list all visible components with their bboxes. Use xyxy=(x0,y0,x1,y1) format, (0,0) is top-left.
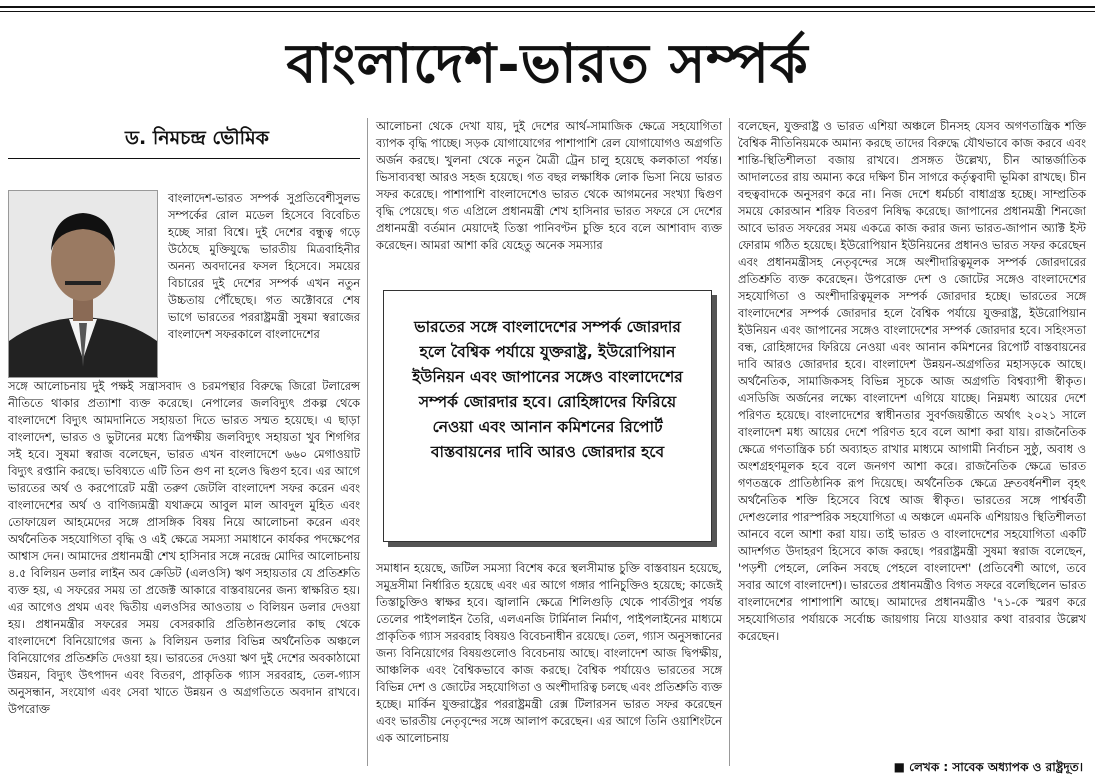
column-1-beside-photo xyxy=(168,190,360,343)
column-1-lower xyxy=(8,378,360,718)
byline-divider xyxy=(8,158,360,159)
author-photo xyxy=(8,190,158,378)
article-paragraph: সঙ্গে আলোচনায় দুই পক্ষই সন্ত্রাসবাদ ও চরমপন্থার বিরুদ্ধে জিরো টলারেন্স নীতিতে থাকার প্রত্যাশা ব্যক্ত করেছে। নেপালের জলবিদ্যুৎ প্রকল্প থেকে বাংলাদেশে বিদ্যুৎ আমদানিতে সহায়তা দিতে ভারত সম্মত হয়েছে। এ ছাড়া বাংলাদেশ, ভারত ও ভুটানের মধ্যে ত্রিপক্ষীয় জলবিদ্যুৎ সহায়তা খুব শিগগির সই হবে। সুষমা স্বরাজ বলেছেন, ভারত এখন বাংলাদেশে ৬৬০ মেগাওয়াট বিদ্যুৎ রপ্তানি করছে। ভবিষ্যতে এটি তিন গুণ না হলেও দ্বিগুণ হবে। এর আগে ভারতের অর্থ ও করপোরেট মন্ত্রী তরুণ জেটলি বাংলাদেশ সফর করেন এবং বাংলাদেশের অর্থ ও বাণিজ্যমন্ত্রী যথাক্রমে আবুল মাল আবদুল মুহিত এবং তোফায়েল আহমেদের সঙ্গে প্রাসঙ্গিক বিষয় নিয়ে আলোচনা করেন এবং অর্থনৈতিক সহযোগিতা বৃদ্ধি ও এই ক্ষেত্রে সমস্যা সমাধানে কার্যকর পদক্ষেপের আশ্বাস দেন। আমাদের প্রধানমন্ত্রী শেখ হাসিনার সঙ্গে নরেন্দ্র মোদির আলোচনায় ৪.৫ বিলিয়ন ডলার লাইন অব ক্রেডিট (এলওসি) ঋণ সহায়তার যে প্রতিশ্রুতি ব্যক্ত হয়, এ সফরের সময় তা প্রজেক্ট আকারে বাস্তবায়নের জন্য স্বাক্ষরিত হয়। এর আগেও প্রথম এবং দ্বিতীয় এলওসির আওতায় ৩ বিলিয়ন ডলার দেওয়া হয়। প্রধানমন্ত্রীর সফরের সময় বেসরকারি প্রতিষ্ঠানগুলোর কাছ থেকে বাংলাদেশে বিনিয়োগের জন্য ৯ বিলিয়ন ডলার বিভিন্ন অর্থনৈতিক অঞ্চলে বিনিয়োগের প্রতিশ্রুতি দেওয়া হয়। ভারতের দেওয়া ঋণ দুই দেশের অবকাঠামো উন্নয়ন, বিদ্যুৎ উৎপাদন এবং বিতরণ, প্রাকৃতিক গ্যাস সরবরাহ, তেল-গ্যাস অনুসন্ধান, সংযোগ এবং সেবা খাতে উন্নয়ন ও অগ্রগতিতে অবদান রাখবে। উপরোক্ত xyxy=(8,379,360,716)
article-paragraph: সমাধান হয়েছে, জটিল সমস্যা বিশেষ করে স্থলসীমান্ত চুক্তি বাস্তবায়ন হয়েছে, সমুদ্রসীমা নির্ধারিত হয়েছে এবং এর আগে গঙ্গার পানিচুক্তিও হয়েছে; কাজেই তিস্তাচুক্তিও স্বাক্ষর হবে। জ্বালানি ক্ষেত্রে শিলিগুড়ি থেকে পার্বতীপুর পর্যন্ত তেলের পাইপলাইন তৈরি, এলএনজি টার্মিনাল নির্মাণ, পাইপলাইনের মাধ্যমে প্রাকৃতিক গ্যাস সরবরাহ বিষয়ও বিবেচনাধীন রয়েছে। তেল, গ্যাস অনুসন্ধানের জন্য বিনিয়োগের বিষয়গুলোও বিবেচনায় আছে। বাংলাদেশ আজ দ্বিপক্ষীয়, আঞ্চলিক এবং বৈশ্বিকভাবে কাজ করছে। বৈশ্বিক পর্যায়েও ভারতের সঙ্গে বিভিন্ন দেশ ও জোটের সহযোগিতা ও অংশীদারিত্ব চলছে এবং প্রতিশ্রুতি ব্যক্ত হচ্ছে। মার্কিন যুক্তরাষ্ট্রের পররাষ্ট্রমন্ত্রী রেক্স টিলারসন ভারত সফর করেছেন এবং ভারতীয় নেতৃবৃন্দের সঙ্গে আলাপ করেছেন। এর আগে তিনি ওয়াশিংটনে এক আলোচনায় xyxy=(376,561,722,745)
footer-text: সাবেক অধ্যাপক ও রাষ্ট্রদূত। xyxy=(952,760,1083,774)
column-3 xyxy=(738,118,1086,645)
footer-label: লেখক : xyxy=(909,760,949,774)
footer-marker: ■ xyxy=(893,760,905,774)
pull-quote xyxy=(383,290,712,542)
pull-quote-text: ভারতের সঙ্গে বাংলাদেশের সম্পর্ক জোরদার হলে বৈশ্বিক পর্যায়ে যুক্তরাষ্ট্র, ইউরোপিয়ান ইউনিয়ন এবং জাপানের সঙ্গেও বাংলাদেশের সম্পর্ক জোরদার হবে। রোহিঙ্গাদের ফিরিয়ে নেওয়া এবং আনান কমিশনের রিপোর্ট বাস্তবায়নের দাবি আরও জোরদার হবে xyxy=(412,318,683,461)
top-rule xyxy=(0,6,1095,8)
article-paragraph: আলোচনা থেকে দেখা যায়, দুই দেশের আর্থ-সামাজিক ক্ষেত্রে সহযোগিতা ব্যাপক বৃদ্ধি পাচ্ছে। সড়ক যোগাযোগের পাশাপাশি রেল যোগাযোগও অগ্রগতি অর্জন করছে। খুলনা থেকে নতুন মৈত্রী ট্রেন চালু হয়েছে কলকাতা পর্যন্ত। ভিসাব্যবস্থা আরও সহজ হয়েছে। গত বছর লক্ষাধিক লোক ভিসা নিয়ে ভারত সফর করেছে। পাশাপাশি বাংলাদেশেও ভারত থেকে আগমনের সংখ্যা দ্বিগুণ বৃদ্ধি পেয়েছে। গত এপ্রিলে প্রধানমন্ত্রী শেখ হাসিনার ভারত সফরে সে দেশের প্রধানমন্ত্রী বর্তমান মেয়াদেই তিস্তা পানিবণ্টন চুক্তি হবে বলে আশাবাদ ব্যক্ত করেছেন। আমরা আশা করি যেহেতু অনেক সমস্যার xyxy=(376,119,722,252)
article-paragraph: বলেছেন, যুক্তরাষ্ট্র ও ভারত এশিয়া অঞ্চলে চীনসহ যেসব অগণতান্ত্রিক শক্তি বৈশ্বিক নীতিনিয়মকে অমান্য করছে তাদের বিরুদ্ধে যৌথভাবে কাজ করবে এবং শান্তি-স্থিতিশীলতা বজায় রাখবে। প্রসঙ্গত উল্লেখ্য, চীন আন্তর্জাতিক আদালতের রায় অমান্য করে দক্ষিণ চীন সাগরে কর্তৃত্ববাদী ভূমিকা রাখছে। চীন বহুত্ববাদকে অনুসরণ করে না। নিজ দেশে ধর্মচর্চা বাধাগ্রস্ত হচ্ছে। সাম্প্রতিক সময়ে কোরআন শরিফ বিতরণ নিষিদ্ধ করেছে। জাপানের প্রধানমন্ত্রী শিনজো আবে ভারত সফরের সময় একত্রে কাজ করার জন্য ভারত-জাপান অ্যাক্ট ইস্ট ফোরাম গঠিত হয়েছে। ইউরোপিয়ান ইউনিয়নের প্রধানও ভারত সফর করেছেন এবং প্রধানমন্ত্রীসহ নেতৃবৃন্দের সঙ্গে অংশীদারিত্বমূলক সম্পর্ক জোরদারের প্রতিশ্রুতি ব্যক্ত করেছেন। উপরোক্ত দেশ ও জোটের সঙ্গেও বাংলাদেশের সহযোগিতা ও অংশীদারিত্বমূলক সম্পর্ক জোরদার হচ্ছে। ভারতের সঙ্গে বাংলাদেশের সম্পর্ক জোরদার হলে বৈশ্বিক পর্যায়ে যুক্তরাষ্ট্র, ইউরোপিয়ান ইউনিয়ন এবং জাপানের সঙ্গেও বাংলাদেশের সম্পর্ক জোরদার হবে। সহিংসতা বন্ধ, রোহিঙ্গাদের ফিরিয়ে নেওয়া এবং আনান কমিশনের রিপোর্ট বাস্তবায়নের দাবি আরও জোরদার হবে। বাংলাদেশ উন্নয়ন-অগ্রগতির মহাসড়কে আছে। অর্থনৈতিক, সামাজিকসহ বিভিন্ন সূচকে আজ অগ্রগতি বিশ্বব্যাপী স্বীকৃত। এসডিজি অর্জনের লক্ষ্যে বাংলাদেশ এগিয়ে যাচ্ছে। নিম্নমধ্য আয়ের দেশে পরিণত হয়েছে। বাংলাদেশের স্বাধীনতার সুবর্ণজয়ন্তীতে অর্থাৎ ২০২১ সালে বাংলাদেশ মধ্য আয়ের দেশে পরিণত হবে বলে আশা করা যায়। রাজনৈতিক ক্ষেত্রে গণতান্ত্রিক চর্চা অব্যাহত রাখার মাধ্যমে আগামী নির্বাচন সুষ্ঠু, অবাধ ও অংশগ্রহণমূলক হবে বলে জনগণ আশা করে। রাজনৈতিক ক্ষেত্রে ভারত গণতন্ত্রকে প্রাতিষ্ঠানিক রূপ দিয়েছে। অর্থনৈতিক ক্ষেত্রে দ্রুতবর্ধনশীল বৃহৎ অর্থনৈতিক শক্তি হিসেবে বিশ্বে আজ স্বীকৃত। ভারতের সঙ্গে পার্শ্ববর্তী দেশগুলোর পারস্পরিক সহযোগিতা এ অঞ্চলে এমনকি এশিয়ায়ও স্থিতিশীলতা আনবে বলে আশা করা যায়। তাই ভারত ও বাংলাদেশের সহযোগিতা একটি আদর্শগত উদাহরণ হিসেবে কাজ করছে। পররাষ্ট্রমন্ত্রী সুষমা স্বরাজ বলেছেন, 'পড়শী পেহলে, লেকিন সবছে পেহলে বাংলাদেশ' (প্রতিবেশী আগে, তবে সবার আগে বাংলাদেশ)। ভারতের প্রধানমন্ত্রীও বিগত সফরে বলেছিলেন ভারত বাংলাদেশের পাশাপাশি আছে। আমাদের প্রধানমন্ত্রীও '৭১-কে স্মরণ করে সহযোগিতার পর্যায়কে সর্বোচ্চ জায়গায় নিয়ে যাওয়ার কথা বারবার উল্লেখ করেছেন। xyxy=(738,119,1086,643)
article-paragraph: বাংলাদেশ-ভারত সম্পর্ক সুপ্রতিবেশীসুলভ সম্পর্কের রোল মডেল হিসেবে বিবেচিত হচ্ছে সারা বিশ্বে। দুই দেশের বন্ধুত্ব গড়ে উঠেছে মুক্তিযুদ্ধে ভারতীয় মিত্রবাহিনীর অনন্য অবদানের ফসল হিসেবে। সময়ের বিচারের দুই দেশের সম্পর্ক এখন নতুন উচ্চতায় পৌঁছেছে। গত অক্টোবরে শেষ ভাগে ভারতের পররাষ্ট্রমন্ত্রী সুষমা স্বরাজের বাংলাদেশ সফরকালে বাংলাদেশের xyxy=(168,191,360,341)
column-divider-2 xyxy=(729,118,730,766)
author-byline: ড. নিমচন্দ্র ভৌমিক xyxy=(125,127,269,149)
top-rule-thin xyxy=(0,11,1095,12)
portrait-image xyxy=(9,191,157,377)
column-2-upper xyxy=(376,118,722,254)
column-2-lower xyxy=(376,560,722,747)
column-divider-1 xyxy=(367,118,368,766)
headline: বাংলাদেশ-ভারত সম্পর্ক xyxy=(286,31,809,95)
author-note xyxy=(894,759,1083,779)
